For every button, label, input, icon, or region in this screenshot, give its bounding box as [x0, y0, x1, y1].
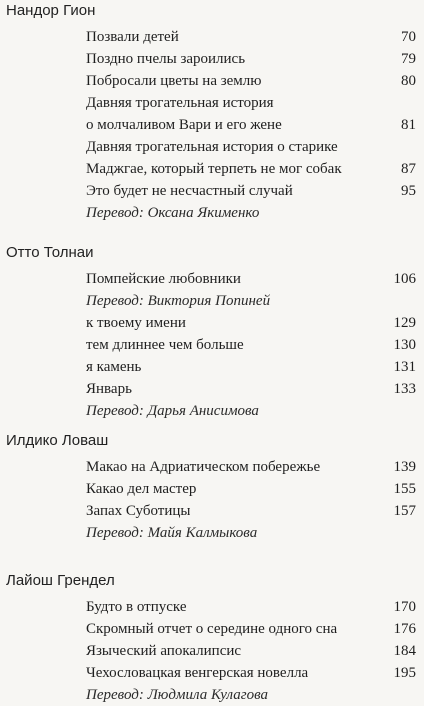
entry-line: [86, 48, 416, 70]
entry-title: Январь: [86, 381, 132, 397]
translator-credit: Перевод: Майя Калмыкова: [86, 525, 258, 541]
entry-line: [86, 92, 416, 114]
author-name: Отто Толнаи: [6, 244, 94, 261]
entry-title: Побросали цветы на землю: [86, 73, 262, 89]
entry-title: Позвали детей: [86, 29, 179, 45]
toc-entry[interactable]: [86, 312, 416, 334]
entry-title: Это будет не несчастный случай: [86, 183, 293, 199]
page-number: 184: [393, 643, 416, 659]
entry-title: о молчаливом Вари и его жене: [86, 117, 282, 133]
page-number: 170: [393, 599, 416, 615]
entry-line: [86, 618, 416, 640]
entry-line: [86, 70, 416, 92]
entry-title: Помпейские любовники: [86, 271, 241, 287]
entry-line: [86, 26, 416, 48]
translator-credit: Перевод: Виктория Попиней: [86, 293, 271, 309]
entry-title: Поздно пчелы зароились: [86, 51, 246, 67]
entry-line: [86, 500, 416, 522]
toc-entry[interactable]: [86, 500, 416, 522]
entry-title: Скромный отчет о середине одного сна: [86, 621, 338, 637]
page-number: 176: [393, 621, 416, 637]
author-name: Нандор Гион: [6, 2, 96, 19]
toc-entry[interactable]: [86, 92, 416, 136]
entry-title: Макао на Адриатическом побережье: [86, 459, 321, 475]
entry-line: [86, 356, 416, 378]
toc-entry[interactable]: [86, 334, 416, 356]
entry-title: тем длиннее чем больше: [86, 337, 244, 353]
entry-line: [86, 478, 416, 500]
page-number: 106: [393, 271, 416, 287]
toc-entry[interactable]: [86, 180, 416, 202]
page-number: 130: [393, 337, 416, 353]
toc-entry[interactable]: [86, 26, 416, 48]
entry-line: [86, 640, 416, 662]
toc-entry[interactable]: [86, 662, 416, 684]
entry-title: Давняя трогательная история о старике: [86, 139, 338, 155]
translator-credit: Перевод: Дарья Анисимова: [86, 403, 259, 419]
entry-list: [86, 268, 416, 422]
entry-title: Давняя трогательная история: [86, 95, 274, 111]
entry-line: [86, 334, 416, 356]
entry-line: [86, 378, 416, 400]
toc-entry[interactable]: [86, 596, 416, 618]
entry-line: [86, 312, 416, 334]
entry-list: [86, 456, 416, 544]
translator-credit: Перевод: Оксана Якименко: [86, 205, 260, 221]
toc-entry[interactable]: [86, 48, 416, 70]
entry-title: Будто в отпуске: [86, 599, 187, 615]
page-number: 133: [393, 381, 416, 397]
toc-entry[interactable]: [86, 456, 416, 478]
page-number: 139: [393, 459, 416, 475]
page-number: 80: [401, 73, 416, 89]
toc-entry[interactable]: [86, 268, 416, 290]
entry-list: [86, 596, 416, 706]
toc-entry[interactable]: [86, 356, 416, 378]
entry-title: Запах Суботицы: [86, 503, 191, 519]
entry-list: [86, 26, 416, 224]
entry-line: [86, 158, 416, 180]
page-number: 195: [393, 665, 416, 681]
page-number: 79: [401, 51, 416, 67]
entry-line: [86, 136, 416, 158]
toc-entry[interactable]: [86, 640, 416, 662]
entry-line: [86, 268, 416, 290]
entry-line: [86, 114, 416, 136]
entry-line: [86, 180, 416, 202]
entry-line: [86, 662, 416, 684]
page-number: 155: [393, 481, 416, 497]
page-number: 70: [401, 29, 416, 45]
translator-credit: Перевод: Людмила Кулагова: [86, 687, 269, 703]
toc-entry[interactable]: [86, 478, 416, 500]
entry-line: [86, 456, 416, 478]
page-number: 81: [401, 117, 416, 133]
entry-title: Маджгае, который терпеть не мог собак: [86, 161, 342, 177]
entry-title: к твоему имени: [86, 315, 186, 331]
entry-title: Чехословацкая венгерская новелла: [86, 665, 309, 681]
entry-title: я камень: [86, 359, 142, 375]
page-number: 131: [393, 359, 416, 375]
entry-title: Какао дел мастер: [86, 481, 197, 497]
author-name: Илдико Ловаш: [6, 432, 109, 449]
toc-entry[interactable]: [86, 618, 416, 640]
toc-entry[interactable]: [86, 378, 416, 400]
entry-line: [86, 596, 416, 618]
page-number: 157: [393, 503, 416, 519]
entry-title: Языческий апокалипсис: [86, 643, 242, 659]
author-name: Лайош Грендел: [6, 572, 115, 589]
page-number: 87: [401, 161, 416, 177]
page-number: 95: [401, 183, 416, 199]
toc-entry[interactable]: [86, 136, 416, 180]
page-number: 129: [393, 315, 416, 331]
toc-entry[interactable]: [86, 70, 416, 92]
